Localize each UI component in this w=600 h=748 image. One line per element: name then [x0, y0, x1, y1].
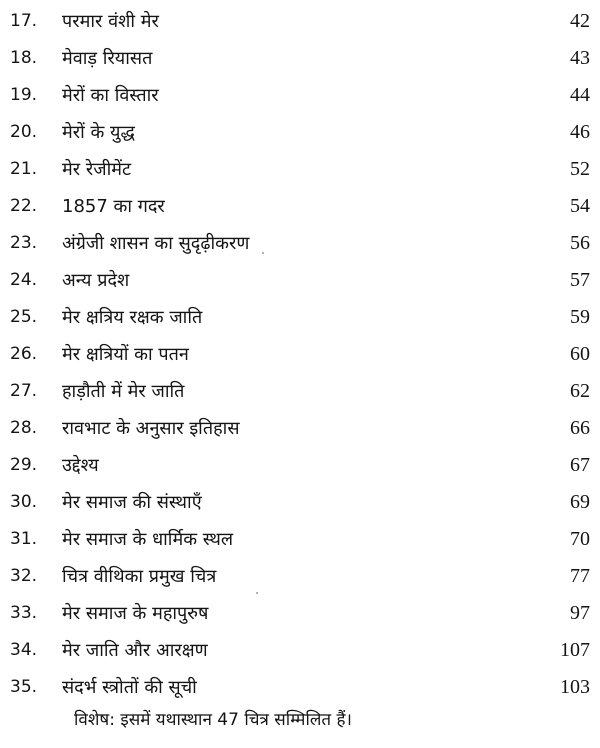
toc-entry-number: 19.: [10, 85, 38, 105]
scan-speck: [262, 252, 264, 254]
toc-entry-number: 21.: [10, 159, 38, 179]
toc-entry-page: 103: [560, 676, 590, 698]
toc-entry: [0, 669, 600, 706]
toc-entry: [0, 188, 600, 225]
toc-entry-page: 97: [570, 602, 590, 624]
toc-entry: [0, 77, 600, 114]
toc-entry-page: 46: [570, 121, 590, 143]
toc-entry-number: 20.: [10, 122, 38, 142]
toc-entry: [0, 447, 600, 484]
toc-entry-page: 66: [570, 417, 590, 439]
toc-entry-page: 69: [570, 491, 590, 513]
toc-entry: [0, 410, 600, 447]
toc-entry-number: 28.: [10, 418, 38, 438]
toc-entry-number: 26.: [10, 344, 38, 364]
toc-entry: [0, 484, 600, 521]
toc-entry-number: 35.: [10, 677, 38, 697]
toc-entry-title: हाड़ौती में मेर जाति: [62, 381, 185, 402]
toc-entry-title: रावभाट के अनुसार इतिहास: [62, 418, 240, 439]
toc-entry-page: 70: [570, 528, 590, 550]
toc-entry-title: चित्र वीथिका प्रमुख चित्र: [62, 566, 217, 587]
toc-entry-page: 57: [570, 269, 590, 291]
toc-entry-number: 29.: [10, 455, 38, 475]
toc-entry: [0, 151, 600, 188]
toc-entry: [0, 632, 600, 669]
toc-entry-title: मेर जाति और आरक्षण: [62, 640, 208, 661]
toc-entry-number: 34.: [10, 640, 38, 660]
toc-entry: [0, 336, 600, 373]
toc-entry-title: मेर समाज के धार्मिक स्थल: [62, 529, 234, 550]
toc-entry-number: 27.: [10, 381, 38, 401]
toc-entry: [0, 40, 600, 77]
toc-entry-page: 77: [570, 565, 590, 587]
toc-entry: [0, 373, 600, 410]
toc-entry-page: 60: [570, 343, 590, 365]
toc-entry-title: मेरों का विस्तार: [62, 85, 159, 106]
toc-list: [0, 3, 600, 706]
toc-entry-number: 31.: [10, 529, 38, 549]
toc-entry-page: 54: [570, 195, 590, 217]
toc-entry: [0, 521, 600, 558]
toc-entry-number: 25.: [10, 307, 38, 327]
toc-entry: [0, 225, 600, 262]
toc-entry-number: 23.: [10, 233, 38, 253]
toc-entry-title: संदर्भ स्त्रोतों की सूची: [62, 677, 197, 698]
scan-speck: [256, 592, 258, 594]
toc-entry: [0, 558, 600, 595]
toc-entry-number: 18.: [10, 48, 38, 68]
toc-entry: [0, 299, 600, 336]
toc-entry-title: अन्य प्रदेश: [62, 270, 130, 291]
special-note: विशेष: इसमें यथास्थान 47 चित्र सम्मिलित हैं।: [74, 710, 352, 730]
toc-entry: [0, 262, 600, 299]
toc-entry: [0, 3, 600, 40]
toc-entry-page: 67: [570, 454, 590, 476]
toc-entry-number: 33.: [10, 603, 38, 623]
toc-entry-number: 24.: [10, 270, 38, 290]
toc-entry-page: 107: [560, 639, 590, 661]
toc-entry-title: मेर रेजीमेंट: [62, 159, 132, 180]
toc-entry-number: 22.: [10, 196, 38, 216]
toc-entry-number: 17.: [10, 11, 38, 31]
toc-entry: [0, 595, 600, 632]
toc-entry-title: 1857 का गदर: [62, 196, 165, 217]
toc-entry-title: मेर क्षत्रियों का पतन: [62, 344, 189, 365]
toc-entry-page: 52: [570, 158, 590, 180]
toc-entry-page: 56: [570, 232, 590, 254]
toc-entry-title: अंग्रेजी शासन का सुदृढ़ीकरण: [62, 233, 250, 254]
toc-entry-page: 59: [570, 306, 590, 328]
toc-entry-title: परमार वंशी मेर: [62, 11, 159, 32]
toc-entry-page: 44: [570, 84, 590, 106]
toc-entry-page: 42: [570, 10, 590, 32]
toc-entry-title: मेर समाज के महापुरुष: [62, 603, 209, 624]
toc-entry-title: मेर समाज की संस्थाएँ: [62, 492, 202, 513]
toc-entry-page: 62: [570, 380, 590, 402]
toc-entry-number: 32.: [10, 566, 38, 586]
toc-entry-title: मेर क्षत्रिय रक्षक जाति: [62, 307, 203, 328]
toc-entry: [0, 114, 600, 151]
toc-entry-page: 43: [570, 47, 590, 69]
toc-entry-title: मेरों के युद्ध: [62, 122, 135, 143]
toc-entry-title: उद्देश्य: [62, 455, 99, 476]
toc-entry-number: 30.: [10, 492, 38, 512]
toc-entry-title: मेवाड़ रियासत: [62, 48, 153, 69]
